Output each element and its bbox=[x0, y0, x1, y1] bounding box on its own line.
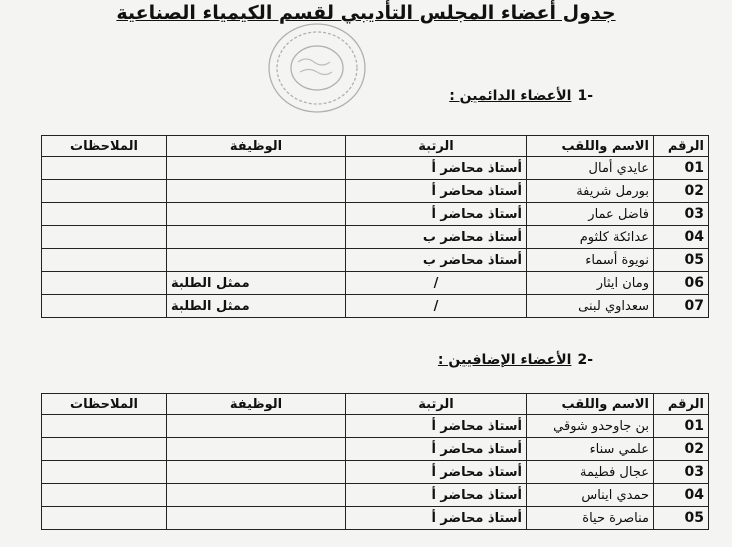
table-row bbox=[42, 203, 709, 226]
header-rank: الرتبة bbox=[346, 136, 527, 157]
table-row bbox=[42, 272, 709, 295]
department-stamp-icon bbox=[262, 18, 372, 118]
header-rank: الرتبة bbox=[346, 394, 527, 415]
row-num: 03 bbox=[654, 461, 709, 484]
row-function bbox=[167, 415, 346, 438]
header-num: الرقم bbox=[654, 394, 709, 415]
table-row bbox=[42, 295, 709, 318]
row-function bbox=[167, 507, 346, 530]
row-rank: أستاذ محاضر أ bbox=[346, 484, 527, 507]
row-rank: أستاذ محاضر أ bbox=[346, 415, 527, 438]
row-name: عدائكة كلثوم bbox=[527, 226, 654, 249]
row-name: حمدي ايناس bbox=[527, 484, 654, 507]
row-notes bbox=[42, 461, 167, 484]
section-label: الأعضاء الدائمين : bbox=[449, 88, 572, 104]
header-notes: الملاحظات bbox=[42, 136, 167, 157]
row-num: 04 bbox=[654, 226, 709, 249]
table-header-row bbox=[42, 394, 709, 415]
header-num: الرقم bbox=[654, 136, 709, 157]
row-rank: أستاذ محاضر ب bbox=[346, 226, 527, 249]
row-function bbox=[167, 203, 346, 226]
row-notes bbox=[42, 249, 167, 272]
row-notes bbox=[42, 226, 167, 249]
row-num: 03 bbox=[654, 203, 709, 226]
row-num: 05 bbox=[654, 249, 709, 272]
table-row bbox=[42, 461, 709, 484]
row-name: ومان ايثار bbox=[527, 272, 654, 295]
table-row bbox=[42, 180, 709, 203]
table-row bbox=[42, 438, 709, 461]
row-rank: أستاذ محاضر أ bbox=[346, 461, 527, 484]
row-name: عايدي أمال bbox=[527, 157, 654, 180]
row-function bbox=[167, 249, 346, 272]
row-num: 05 bbox=[654, 507, 709, 530]
row-function: ممثل الطلبة bbox=[167, 295, 346, 318]
row-notes bbox=[42, 295, 167, 318]
row-num: 07 bbox=[654, 295, 709, 318]
row-rank: أستاذ محاضر أ bbox=[346, 507, 527, 530]
row-notes bbox=[42, 484, 167, 507]
section-title-additional bbox=[438, 352, 593, 368]
row-notes bbox=[42, 415, 167, 438]
row-function bbox=[167, 438, 346, 461]
row-function bbox=[167, 180, 346, 203]
section-label: الأعضاء الإضافيين : bbox=[437, 352, 572, 368]
row-rank: أستاذ محاضر أ bbox=[346, 438, 527, 461]
table-header-row bbox=[42, 136, 709, 157]
row-notes bbox=[42, 272, 167, 295]
permanent-members-table bbox=[41, 135, 709, 318]
row-num: 02 bbox=[654, 438, 709, 461]
row-notes bbox=[42, 507, 167, 530]
header-notes: الملاحظات bbox=[42, 394, 167, 415]
row-name: بن جاوحدو شوقي bbox=[527, 415, 654, 438]
row-name: عجال فطيمة bbox=[527, 461, 654, 484]
table-row bbox=[42, 226, 709, 249]
row-num: 01 bbox=[654, 415, 709, 438]
row-rank: / bbox=[346, 272, 527, 295]
table-row bbox=[42, 415, 709, 438]
row-function: ممثل الطلبة bbox=[167, 272, 346, 295]
row-num: 06 bbox=[654, 272, 709, 295]
section-number: -2 bbox=[577, 352, 593, 368]
row-rank: أستاذ محاضر أ bbox=[346, 157, 527, 180]
row-rank: / bbox=[346, 295, 527, 318]
row-name: مناصرة حياة bbox=[527, 507, 654, 530]
row-rank: أستاذ محاضر أ bbox=[346, 180, 527, 203]
row-function bbox=[167, 484, 346, 507]
page-title: جدول أعضاء المجلس التأديبي لقسم الكيمياء الصناعية bbox=[116, 2, 616, 24]
row-name: بورمل شريفة bbox=[527, 180, 654, 203]
row-num: 04 bbox=[654, 484, 709, 507]
row-notes bbox=[42, 180, 167, 203]
row-num: 02 bbox=[654, 180, 709, 203]
table-row bbox=[42, 157, 709, 180]
row-rank: أستاذ محاضر أ bbox=[346, 203, 527, 226]
header-name: الاسم واللقب bbox=[527, 394, 654, 415]
row-notes bbox=[42, 438, 167, 461]
header-name: الاسم واللقب bbox=[527, 136, 654, 157]
row-notes bbox=[42, 157, 167, 180]
row-name: نويوة أسماء bbox=[527, 249, 654, 272]
row-rank: أستاذ محاضر ب bbox=[346, 249, 527, 272]
row-function bbox=[167, 461, 346, 484]
row-name: علمي سناء bbox=[527, 438, 654, 461]
row-name: سعداوي لبنى bbox=[527, 295, 654, 318]
row-function bbox=[167, 157, 346, 180]
section-title-permanent bbox=[449, 88, 593, 104]
row-name: فاضل عمار bbox=[527, 203, 654, 226]
header-function: الوظيفة bbox=[167, 136, 346, 157]
header-function: الوظيفة bbox=[167, 394, 346, 415]
row-num: 01 bbox=[654, 157, 709, 180]
section-number: -1 bbox=[577, 88, 593, 104]
table-row bbox=[42, 249, 709, 272]
table-row bbox=[42, 484, 709, 507]
additional-members-table bbox=[41, 393, 709, 530]
row-notes bbox=[42, 203, 167, 226]
row-function bbox=[167, 226, 346, 249]
table-row bbox=[42, 507, 709, 530]
